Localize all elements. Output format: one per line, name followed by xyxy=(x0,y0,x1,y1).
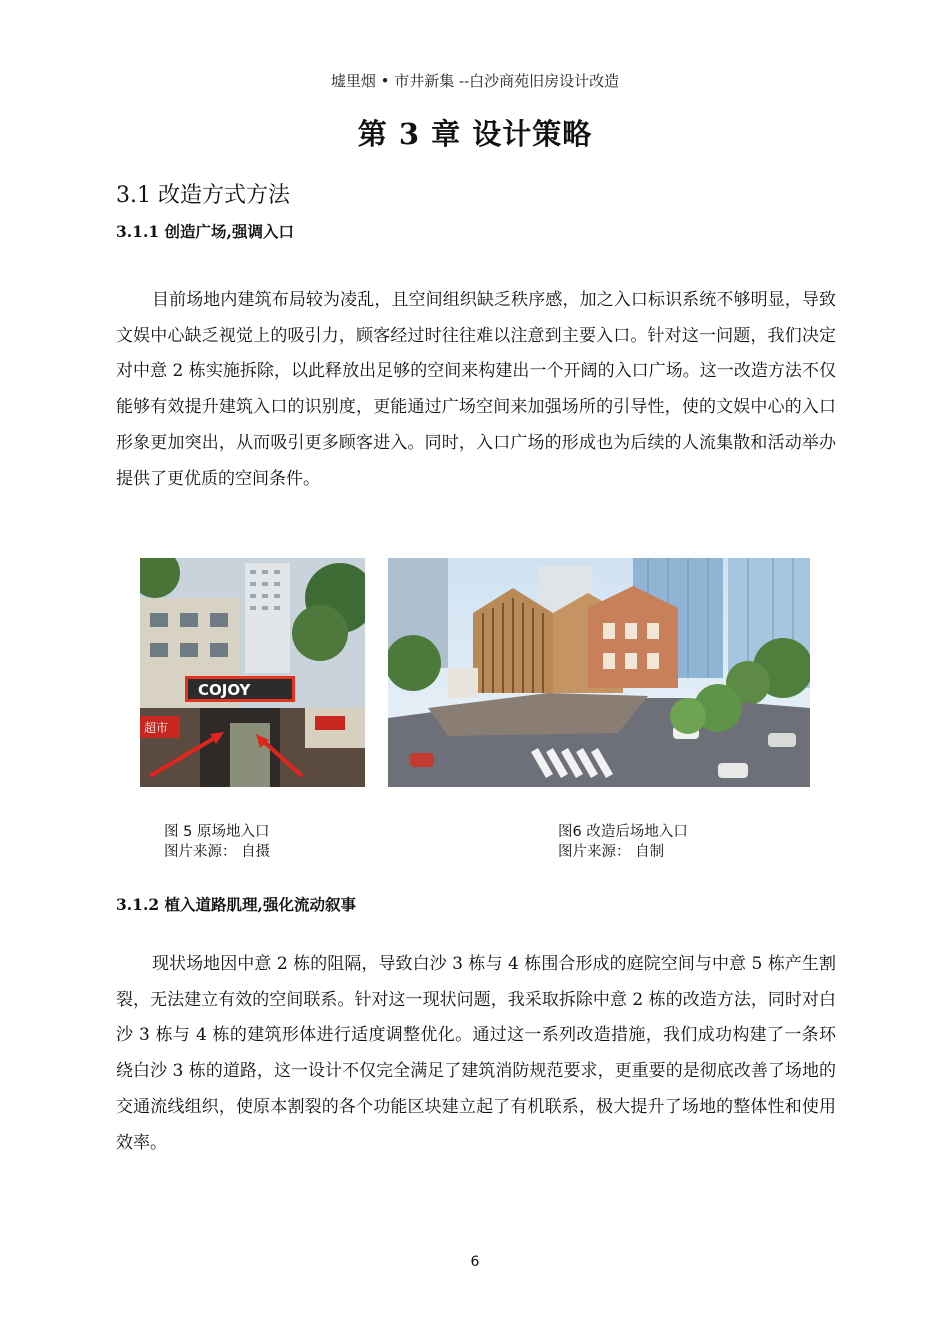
subsection-title-2: 3.1.2 植入道路肌理,强化流动叙事 xyxy=(116,895,356,914)
figure-6-render xyxy=(388,558,810,787)
figure-5-photo xyxy=(140,558,365,787)
running-header: 墟里烟 • 市井新集 --白沙商苑旧房设计改造 xyxy=(330,72,620,90)
figure-5-source: 图片来源： 自摄 xyxy=(164,844,271,860)
figure-6-caption-block xyxy=(558,822,688,862)
cojoy-sign-text: COJOY xyxy=(198,681,251,699)
figure-5-caption: 图 5 原场地入口 xyxy=(164,824,270,840)
figure-6-caption: 图6 改造后场地入口 xyxy=(558,824,688,840)
paragraph-2: 现状场地因中意 2 栋的阻隔，导致白沙 3 栋与 4 栋围合形成的庭院空间与中意 5 栋产生割裂，无法建立有效的空间联系。针对这一现状问题，我采取拆除中意 2 栋的改造方法，同时对白沙 3 栋与 4 栋的建筑形体进行适度调整优化。通过这一系列改造措施，我们成功构建了一条环绕白沙 3 栋的道路，这一设计不仅完全满足了建筑消防规范要求，更重要的是彻底改善了场地的交通流线组织，使原本割裂的各个功能区块建立起了有机联系，极大提升了场地的整体性和使用效率。 xyxy=(116,954,836,1153)
chapter-title: 第 3 章 设计策略 xyxy=(357,117,593,151)
figure-5-caption-block xyxy=(164,822,270,862)
figure-6-source: 图片来源： 自制 xyxy=(558,844,665,860)
paragraph-1: 目前场地内建筑布局较为凌乱，且空间组织缺乏秩序感，加之入口标识系统不够明显，导致文娱中心缺乏视觉上的吸引力，顾客经过时往往难以注意到主要入口。针对这一问题，我们决定对中意 2 栋实施拆除，以此释放出足够的空间来构建出一个开阔的入口广场。这一改造方法不仅能够有效提升建筑入口的识别度，更能通过广场空间来加强场所的引导性，使的文娱中心的入口形象更加突出，从而吸引更多顾客进入。同时，入口广场的形成也为后续的人流集散和活动举办提供了更优质的空间条件。 xyxy=(116,290,836,489)
supermarket-sign-text: 超市 xyxy=(144,721,169,735)
page-number: 6 xyxy=(470,1254,480,1270)
figure-5-illustration xyxy=(140,558,365,787)
subsection-title-1: 3.1.1 创造广场,强调入口 xyxy=(116,222,294,241)
figure-6-illustration xyxy=(388,558,810,787)
section-title: 3.1 改造方式方法 xyxy=(116,183,290,208)
